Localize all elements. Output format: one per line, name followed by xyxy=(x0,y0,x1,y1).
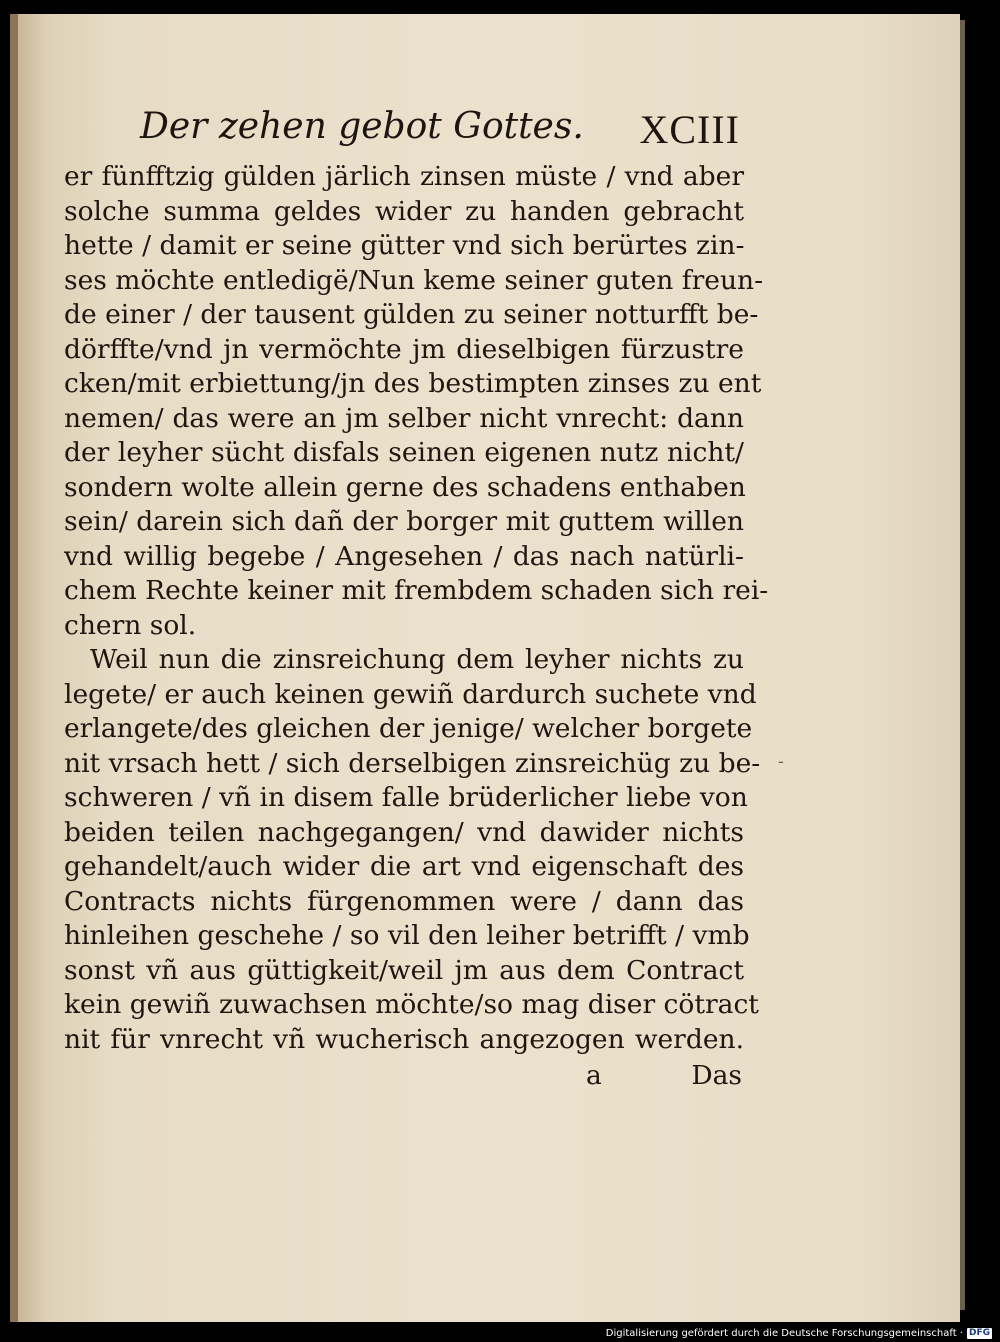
text-line: hette / damit er seine gütter vnd sich berürtes zin- xyxy=(64,230,745,261)
text-line: vnd willig begebe / Angesehen / das nach natürli- xyxy=(64,540,744,572)
text-line: Contracts nichts fürgenommen were / dann das xyxy=(64,885,744,917)
digitization-credit xyxy=(606,1326,992,1340)
text-line: nemen/ das were an jm selber nicht vnrecht: dann xyxy=(64,402,744,434)
text-line: sonst vñ aus güttigkeit/weil jm aus dem Contract xyxy=(64,954,744,986)
text-line: gehandelt/auch wider die art vnd eigenschaft des xyxy=(64,851,744,882)
text-line: er fünfftzig gülden järlich zinsen müste / vnd aber xyxy=(64,161,744,192)
paragraph-start-line: Weil nun die zinsreichung dem leyher nichts zu xyxy=(90,644,744,675)
text-line: nit für vnrecht vñ wucherisch angezogen werden. xyxy=(64,1023,744,1055)
text-line: hinleihen geschehe / so vil den leiher betrifft / vmb xyxy=(64,920,750,951)
text-line: sein/ darein sich dañ der borger mit guttem willen xyxy=(64,506,744,537)
dfg-logo-icon: DFG xyxy=(968,1327,990,1338)
text-line: cken/mit erbiettung/jn des bestimpten zinses zu ent xyxy=(64,368,762,399)
text-line: sondern wolte allein gerne des schadens enthaben xyxy=(64,471,746,503)
text-line: de einer / der tausent gülden zu seiner notturfft be- xyxy=(64,299,759,330)
body-text xyxy=(64,160,769,1057)
text-line: chem Rechte keiner mit frembdem schaden sich rei- xyxy=(64,575,769,606)
text-line: ses möchte entledigë/Nun keme seiner guten freun- xyxy=(64,264,764,296)
catchword: Das xyxy=(691,1060,742,1091)
running-title: Der zehen gebot Gottes. xyxy=(140,106,584,147)
text-line: legete/ er auch keinen gewiñ dardurch suchete vnd xyxy=(64,678,757,710)
page-header xyxy=(140,106,740,156)
text-line: nit vrsach hett / sich derselbigen zinsreichüg zu be- xyxy=(64,747,761,779)
text-line: schweren / vñ in disem falle brüderlicher liebe von xyxy=(64,782,748,813)
text-line: der leyher sücht disfals seinen eigenen nutz nicht/ xyxy=(64,437,744,468)
text-line: chern sol. xyxy=(64,609,197,641)
folio-number: XCIII xyxy=(639,107,740,152)
text-line: erlangete/des gleichen der jenige/ welcher borgete xyxy=(64,713,753,744)
signature-mark: a xyxy=(586,1060,602,1091)
text-line: dörffte/vnd jn vermöchte jm dieselbigen fürzustre xyxy=(64,333,744,365)
credit-text: Digitalisierung gefördert durch die Deutsche Forschungsgemeinschaft · xyxy=(605,1327,963,1339)
margin-mark: - xyxy=(778,752,784,771)
page-edge xyxy=(960,20,965,1310)
text-line: solche summa geldes wider zu handen gebracht xyxy=(64,195,744,227)
text-line: beiden teilen nachgegangen/ vnd dawider nichts xyxy=(64,816,744,848)
text-line: kein gewiñ zuwachsen möchte/so mag diser cötract xyxy=(64,989,759,1020)
